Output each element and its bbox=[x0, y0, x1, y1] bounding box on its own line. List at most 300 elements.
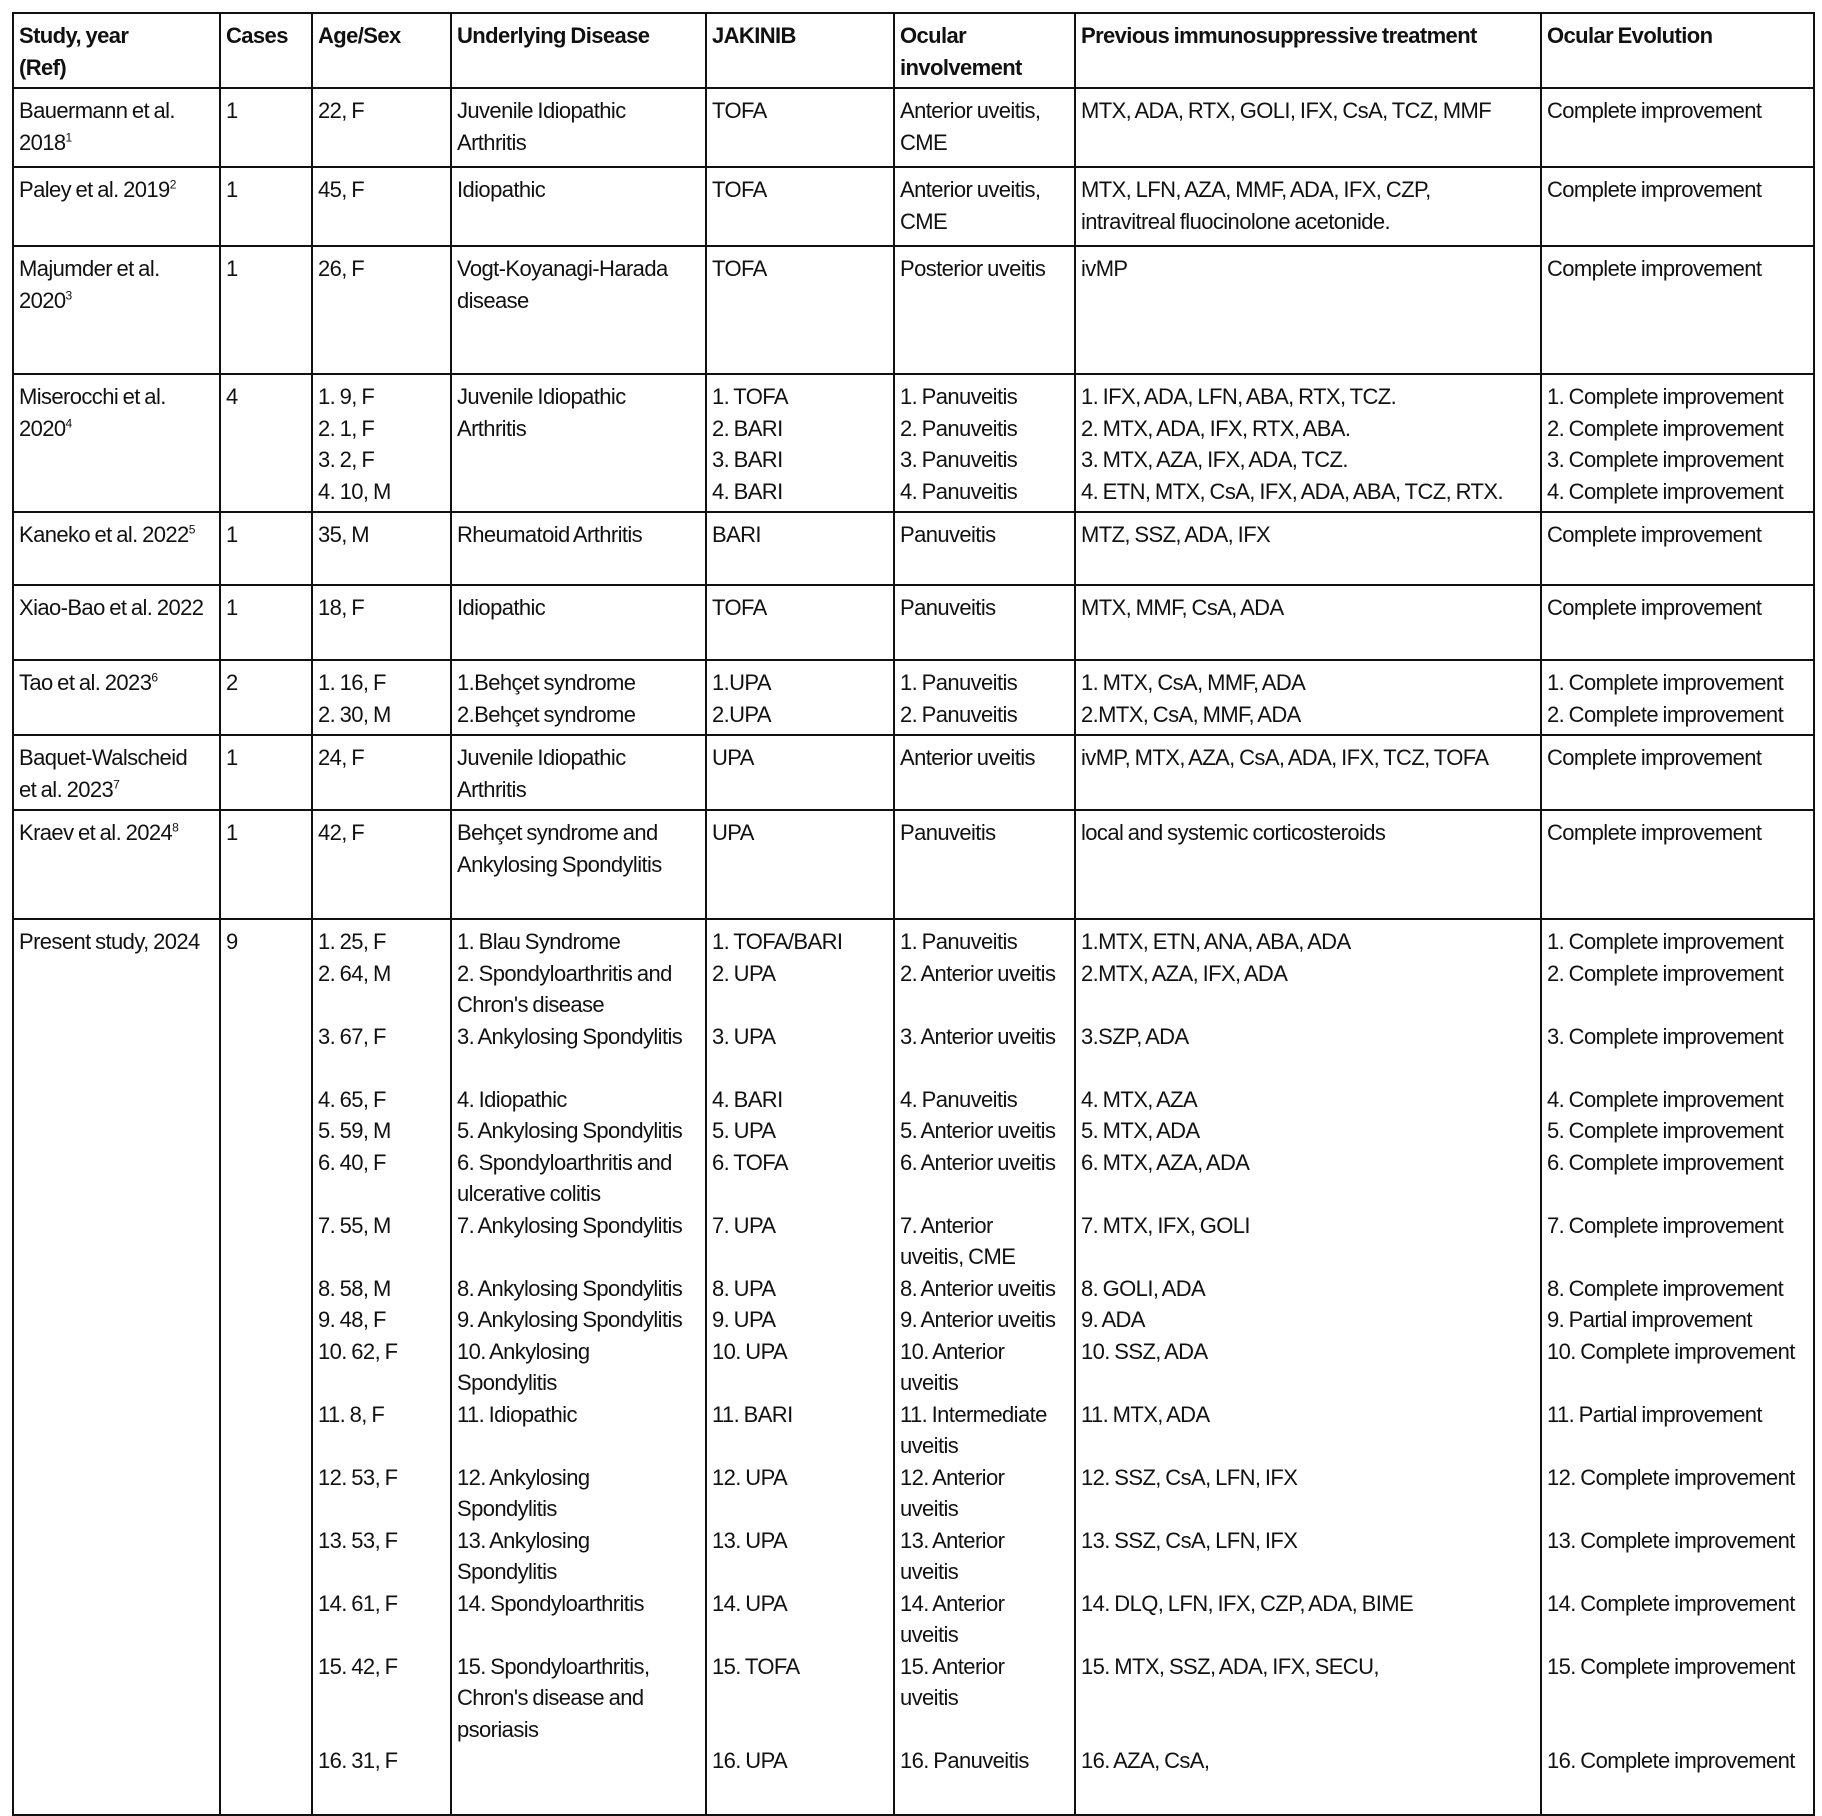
cell-line: Vogt-Koyanagi-Harada bbox=[457, 256, 668, 281]
cell-cases: 1 bbox=[220, 735, 312, 810]
cell-ocular-evolution bbox=[1541, 167, 1814, 246]
spacer bbox=[318, 1556, 445, 1588]
study-text: Paley et al. 2019 bbox=[19, 177, 170, 202]
cell-cases: 9 bbox=[220, 919, 312, 1815]
table-row bbox=[13, 88, 1814, 167]
patient-line: 15. Anterior bbox=[900, 1653, 1005, 1679]
patient-line: 5. Complete improvement bbox=[1547, 1118, 1784, 1143]
patient-line: 13. 53, F bbox=[318, 1527, 398, 1553]
patient-line: uveitis, CME bbox=[900, 1244, 1016, 1269]
patient-line: 5. 59, M bbox=[318, 1118, 391, 1143]
cell-line: TOFA bbox=[712, 98, 767, 123]
patient-line: 6. Spondyloarthritis and bbox=[457, 1149, 672, 1175]
cell-underlying-disease bbox=[451, 660, 706, 735]
patient-line: 8. Ankylosing Spondylitis bbox=[457, 1275, 683, 1301]
spacer bbox=[1081, 989, 1535, 1021]
patient-line: Chron's disease bbox=[457, 992, 605, 1017]
header-line: (Ref) bbox=[19, 54, 67, 80]
spacer bbox=[457, 1430, 700, 1462]
cell-ocular-evolution bbox=[1541, 919, 1814, 1815]
cell-previous-treatment bbox=[1075, 919, 1541, 1815]
study-text: Kaneko et al. 2022 bbox=[19, 522, 189, 547]
spacer bbox=[712, 1052, 888, 1084]
cell-line: 24, F bbox=[318, 745, 365, 770]
cell-previous-treatment bbox=[1075, 167, 1541, 246]
patient-line: 5. UPA bbox=[712, 1118, 776, 1143]
cell-line: 3. Complete improvement bbox=[1547, 447, 1784, 472]
spacer bbox=[1547, 1178, 1808, 1210]
patient-line: 15. 42, F bbox=[318, 1653, 398, 1679]
header-ocular-evolution bbox=[1541, 13, 1814, 88]
cell-ocular-involvement bbox=[894, 246, 1075, 374]
spacer bbox=[318, 1430, 445, 1462]
patient-line: 1. TOFA/BARI bbox=[712, 929, 843, 954]
cell-line: 1. TOFA bbox=[712, 384, 788, 409]
spacer bbox=[1081, 1178, 1535, 1210]
study-text: Majumder et al. bbox=[19, 256, 160, 281]
cell-previous-treatment bbox=[1075, 246, 1541, 374]
spacer bbox=[1547, 1682, 1808, 1714]
patient-line: 6. TOFA bbox=[712, 1149, 788, 1175]
cell-line: Idiopathic bbox=[457, 177, 546, 202]
cell-line: 4. Panuveitis bbox=[900, 478, 1018, 504]
reference-superscript: 8 bbox=[172, 820, 179, 835]
cell-line: 35, M bbox=[318, 522, 370, 547]
cell-line: 3. BARI bbox=[712, 447, 783, 472]
table-row bbox=[13, 585, 1814, 660]
cell-age-sex bbox=[312, 88, 451, 167]
cell-line: Arthritis bbox=[457, 129, 527, 155]
cell-line: local and systemic corticosteroids bbox=[1081, 820, 1386, 845]
patient-line: 9. 48, F bbox=[318, 1307, 386, 1332]
cell-line: 1.UPA bbox=[712, 670, 771, 695]
cell-underlying-disease bbox=[451, 374, 706, 512]
patient-line: Spondylitis bbox=[457, 1496, 557, 1521]
cell-ocular-involvement bbox=[894, 585, 1075, 660]
patient-line: 4. Panuveitis bbox=[900, 1086, 1018, 1112]
patient-line: uveitis bbox=[900, 1622, 959, 1647]
patient-line: 2. Spondyloarthritis and bbox=[457, 960, 672, 986]
study-text: Baquet-Walscheid bbox=[19, 745, 188, 770]
cell-study bbox=[13, 810, 220, 919]
cell-line: Panuveitis bbox=[900, 595, 996, 620]
patient-line: 7. UPA bbox=[712, 1212, 776, 1238]
reference-superscript: 7 bbox=[113, 777, 120, 792]
cell-line: 2.MTX, CsA, MMF, ADA bbox=[1081, 701, 1301, 727]
cell-age-sex bbox=[312, 585, 451, 660]
patient-line: 9. Anterior uveitis bbox=[900, 1307, 1056, 1332]
cell-age-sex bbox=[312, 246, 451, 374]
spacer bbox=[1547, 1493, 1808, 1525]
patient-line: 8. 58, M bbox=[318, 1275, 391, 1301]
cell-ocular-evolution bbox=[1541, 735, 1814, 810]
reference-superscript: 6 bbox=[151, 670, 158, 685]
patient-line: 12. SSZ, CsA, LFN, IFX bbox=[1081, 1464, 1298, 1490]
cell-line: Complete improvement bbox=[1547, 177, 1762, 202]
patient-line: 16. Panuveitis bbox=[900, 1748, 1029, 1773]
patient-line: 2. Complete improvement bbox=[1547, 960, 1784, 986]
cell-jakinib bbox=[706, 167, 894, 246]
study-text: 2020 bbox=[19, 287, 66, 313]
cell-ocular-involvement bbox=[894, 88, 1075, 167]
spacer bbox=[900, 1714, 1069, 1746]
cell-line: Complete improvement bbox=[1547, 256, 1762, 281]
header-study bbox=[13, 13, 220, 88]
table-row bbox=[13, 660, 1814, 735]
cell-line: 3. MTX, AZA, IFX, ADA, TCZ. bbox=[1081, 447, 1348, 472]
patient-line: 11. MTX, ADA bbox=[1081, 1401, 1210, 1427]
cell-line: Idiopathic bbox=[457, 595, 546, 620]
patient-line: uveitis bbox=[900, 1370, 959, 1395]
spacer bbox=[457, 1745, 700, 1777]
patient-line: 13. UPA bbox=[712, 1527, 788, 1553]
cell-previous-treatment bbox=[1075, 374, 1541, 512]
cell-line: 4. 10, M bbox=[318, 478, 391, 504]
cell-line: disease bbox=[457, 287, 529, 313]
cell-ocular-evolution bbox=[1541, 246, 1814, 374]
patient-line: psoriasis bbox=[457, 1716, 539, 1742]
table-row bbox=[13, 512, 1814, 585]
cell-line: MTX, MMF, CsA, ADA bbox=[1081, 595, 1284, 620]
cell-line: 1. Panuveitis bbox=[900, 670, 1018, 695]
patient-line: 11. 8, F bbox=[318, 1401, 385, 1427]
spacer bbox=[1081, 1367, 1535, 1399]
header-line: involvement bbox=[900, 54, 1022, 80]
patient-line: 9. Partial improvement bbox=[1547, 1307, 1752, 1332]
cell-line: Complete improvement bbox=[1547, 595, 1762, 620]
literature-review-table bbox=[12, 12, 1815, 1816]
patient-line: 9. Ankylosing Spondylitis bbox=[457, 1307, 683, 1332]
cell-line: 45, F bbox=[318, 177, 365, 202]
cell-age-sex bbox=[312, 810, 451, 919]
cell-line: 1. Complete improvement bbox=[1547, 384, 1784, 409]
cell-line: MTX, LFN, AZA, MMF, ADA, IFX, CZP, bbox=[1081, 177, 1431, 202]
study-text: Tao et al. 2023 bbox=[19, 670, 152, 695]
cell-ocular-involvement bbox=[894, 735, 1075, 810]
study-text: 2020 bbox=[19, 415, 66, 441]
patient-line: 1. Blau Syndrome bbox=[457, 929, 621, 954]
cell-line: 18, F bbox=[318, 595, 365, 620]
cell-jakinib bbox=[706, 919, 894, 1815]
patient-line: 15. Complete improvement bbox=[1547, 1653, 1795, 1679]
spacer bbox=[318, 1714, 445, 1746]
header-row bbox=[13, 13, 1814, 88]
header-line: Study, year bbox=[19, 23, 129, 48]
patient-line: 14. DLQ, LFN, IFX, CZP, ADA, BIME bbox=[1081, 1590, 1414, 1616]
patient-line: 1. Complete improvement bbox=[1547, 929, 1784, 954]
patient-line: 6. Complete improvement bbox=[1547, 1149, 1784, 1175]
spacer bbox=[318, 1241, 445, 1273]
spacer bbox=[1547, 1430, 1808, 1462]
cell-line: 4. Complete improvement bbox=[1547, 478, 1784, 504]
patient-line: 15. MTX, SSZ, ADA, IFX, SECU, bbox=[1081, 1653, 1379, 1679]
cell-line: MTX, ADA, RTX, GOLI, IFX, CsA, TCZ, MMF bbox=[1081, 98, 1492, 123]
spacer bbox=[1081, 1493, 1535, 1525]
patient-line: 11. Intermediate bbox=[900, 1401, 1047, 1427]
cell-line: TOFA bbox=[712, 256, 767, 281]
cell-line: 2. MTX, ADA, IFX, RTX, ABA. bbox=[1081, 415, 1351, 441]
cell-study bbox=[13, 660, 220, 735]
patient-line: 8. UPA bbox=[712, 1275, 776, 1301]
cell-line: UPA bbox=[712, 820, 754, 845]
header-underlying-disease bbox=[451, 13, 706, 88]
patient-line: 3. Ankylosing Spondylitis bbox=[457, 1023, 683, 1049]
spacer bbox=[712, 1493, 888, 1525]
cell-line: 2. Complete improvement bbox=[1547, 415, 1784, 441]
patient-line: 11. Idiopathic bbox=[457, 1401, 577, 1427]
patient-line: ulcerative colitis bbox=[457, 1181, 601, 1206]
cell-jakinib bbox=[706, 735, 894, 810]
spacer bbox=[457, 1241, 700, 1273]
cell-ocular-evolution bbox=[1541, 512, 1814, 585]
spacer bbox=[318, 989, 445, 1021]
spacer bbox=[712, 1430, 888, 1462]
cell-line: 1. MTX, CsA, MMF, ADA bbox=[1081, 670, 1306, 695]
spacer bbox=[1547, 1714, 1808, 1746]
cell-line: Posterior uveitis bbox=[900, 256, 1046, 281]
cell-line: Juvenile Idiopathic bbox=[457, 745, 626, 770]
cell-jakinib bbox=[706, 660, 894, 735]
cell-line: Complete improvement bbox=[1547, 745, 1762, 770]
cell-line: 42, F bbox=[318, 820, 365, 845]
cell-ocular-involvement bbox=[894, 810, 1075, 919]
cell-line: 1. 16, F bbox=[318, 670, 386, 695]
patient-line: 3. UPA bbox=[712, 1023, 776, 1049]
patient-line: Spondylitis bbox=[457, 1370, 557, 1395]
spacer bbox=[712, 989, 888, 1021]
table-row bbox=[13, 246, 1814, 374]
patient-line: uveitis bbox=[900, 1559, 959, 1584]
patient-line: 11. Partial improvement bbox=[1547, 1401, 1762, 1427]
patient-line: Spondylitis bbox=[457, 1559, 557, 1584]
patient-line: 6. MTX, AZA, ADA bbox=[1081, 1149, 1250, 1175]
cell-line: MTZ, SSZ, ADA, IFX bbox=[1081, 522, 1271, 547]
cell-line: Arthritis bbox=[457, 415, 527, 441]
cell-line: Panuveitis bbox=[900, 820, 996, 845]
spacer bbox=[900, 989, 1069, 1021]
spacer bbox=[1547, 1052, 1808, 1084]
cell-cases: 2 bbox=[220, 660, 312, 735]
patient-line: 14. 61, F bbox=[318, 1590, 398, 1616]
cell-line: UPA bbox=[712, 745, 754, 770]
cell-line: Behçet syndrome and bbox=[457, 820, 658, 845]
cell-previous-treatment bbox=[1075, 512, 1541, 585]
patient-line: 3. Anterior uveitis bbox=[900, 1023, 1056, 1049]
spacer bbox=[712, 1619, 888, 1651]
spacer bbox=[318, 1682, 445, 1714]
patient-line: 9. UPA bbox=[712, 1307, 776, 1332]
cell-line: Juvenile Idiopathic bbox=[457, 98, 626, 123]
cell-line: ivMP bbox=[1081, 256, 1128, 281]
cell-line: 3. Panuveitis bbox=[900, 447, 1018, 472]
cell-line: Juvenile Idiopathic bbox=[457, 384, 626, 409]
cell-jakinib bbox=[706, 512, 894, 585]
cell-ocular-evolution bbox=[1541, 660, 1814, 735]
patient-line: 2. Anterior uveitis bbox=[900, 960, 1056, 986]
table-row bbox=[13, 167, 1814, 246]
cell-line: Anterior uveitis, bbox=[900, 177, 1041, 202]
patient-line: 4. Idiopathic bbox=[457, 1086, 567, 1112]
cell-line: ivMP, MTX, AZA, CsA, ADA, IFX, TCZ, TOFA bbox=[1081, 745, 1489, 770]
cell-line: BARI bbox=[712, 522, 761, 547]
study-text: Bauermann et al. bbox=[19, 98, 175, 123]
table-row bbox=[13, 735, 1814, 810]
cell-line: 1.Behçet syndrome bbox=[457, 670, 636, 695]
header-cases bbox=[220, 13, 312, 88]
patient-line: 10. SSZ, ADA bbox=[1081, 1338, 1208, 1364]
cell-study bbox=[13, 374, 220, 512]
study-text: 2018 bbox=[19, 129, 66, 155]
study-text: Kraev et al. 2024 bbox=[19, 820, 173, 845]
patient-line: 12. Ankylosing bbox=[457, 1464, 590, 1490]
patient-line: 12. Complete improvement bbox=[1547, 1464, 1795, 1490]
patient-line: 13. Ankylosing bbox=[457, 1527, 590, 1553]
patient-line: 14. Anterior bbox=[900, 1590, 1005, 1616]
header-previous-treatment bbox=[1075, 13, 1541, 88]
patient-line: 16. 31, F bbox=[318, 1748, 398, 1773]
cell-ocular-involvement bbox=[894, 512, 1075, 585]
patient-line: 2. 64, M bbox=[318, 960, 391, 986]
cell-line: 2. 30, M bbox=[318, 701, 391, 727]
patient-line: 3. 67, F bbox=[318, 1023, 386, 1049]
header-line: Previous immunosuppressive treatment bbox=[1081, 23, 1477, 48]
cell-study bbox=[13, 585, 220, 660]
spacer bbox=[1081, 1052, 1535, 1084]
patient-line: 14. UPA bbox=[712, 1590, 788, 1616]
cell-line: 4. BARI bbox=[712, 478, 783, 504]
patient-line: 7. Ankylosing Spondylitis bbox=[457, 1212, 683, 1238]
patient-line: 4. Complete improvement bbox=[1547, 1086, 1784, 1112]
patient-line: 13. Complete improvement bbox=[1547, 1527, 1795, 1553]
spacer bbox=[1081, 1714, 1535, 1746]
patient-line: Chron's disease and bbox=[457, 1685, 644, 1710]
patient-line: 15. Spondyloarthritis, bbox=[457, 1653, 650, 1679]
cell-jakinib bbox=[706, 246, 894, 374]
cell-line: TOFA bbox=[712, 595, 767, 620]
spacer bbox=[712, 1714, 888, 1746]
cell-jakinib bbox=[706, 585, 894, 660]
cell-study bbox=[13, 167, 220, 246]
table-row bbox=[13, 810, 1814, 919]
cell-ocular-evolution bbox=[1541, 810, 1814, 919]
cell-line: 2. BARI bbox=[712, 415, 783, 441]
patient-line: 13. Anterior bbox=[900, 1527, 1005, 1553]
spacer bbox=[318, 1052, 445, 1084]
cell-underlying-disease bbox=[451, 167, 706, 246]
patient-line: 12. Anterior bbox=[900, 1464, 1005, 1490]
header-line: JAKINIB bbox=[712, 23, 796, 48]
cell-ocular-involvement bbox=[894, 167, 1075, 246]
cell-line: 2. Panuveitis bbox=[900, 415, 1018, 441]
patient-line: 15. TOFA bbox=[712, 1653, 800, 1679]
cell-cases: 4 bbox=[220, 374, 312, 512]
patient-line: 7. Anterior bbox=[900, 1212, 993, 1238]
study-text: Miserocchi et al. bbox=[19, 384, 166, 409]
cell-line: 22, F bbox=[318, 98, 365, 123]
spacer bbox=[900, 1178, 1069, 1210]
cell-jakinib bbox=[706, 88, 894, 167]
patient-line: uveitis bbox=[900, 1496, 959, 1521]
patient-line: 3. Complete improvement bbox=[1547, 1023, 1784, 1049]
patient-line: 16. Complete improvement bbox=[1547, 1748, 1795, 1773]
cell-ocular-involvement bbox=[894, 660, 1075, 735]
cell-age-sex bbox=[312, 167, 451, 246]
header-line: Cases bbox=[226, 23, 288, 48]
cell-age-sex bbox=[312, 919, 451, 1815]
spacer bbox=[1547, 1619, 1808, 1651]
cell-line: 26, F bbox=[318, 256, 365, 281]
header-ocular-involvement bbox=[894, 13, 1075, 88]
patient-line: 6. Anterior uveitis bbox=[900, 1149, 1056, 1175]
spacer bbox=[1547, 1367, 1808, 1399]
patient-line: 2.MTX, AZA, IFX, ADA bbox=[1081, 960, 1288, 986]
patient-line: 11. BARI bbox=[712, 1401, 793, 1427]
cell-line: Complete improvement bbox=[1547, 98, 1762, 123]
patient-line: 6. 40, F bbox=[318, 1149, 386, 1175]
patient-line: 7. Complete improvement bbox=[1547, 1212, 1784, 1238]
patient-line: 10. 62, F bbox=[318, 1338, 398, 1364]
study-text: Xiao-Bao et al. 2022 bbox=[19, 595, 204, 620]
cell-line: Complete improvement bbox=[1547, 522, 1762, 547]
cell-line: 2. Panuveitis bbox=[900, 701, 1018, 727]
patient-line: uveitis bbox=[900, 1685, 959, 1710]
cell-line: Complete improvement bbox=[1547, 820, 1762, 845]
patient-line: 8. Anterior uveitis bbox=[900, 1275, 1056, 1301]
cell-line: CME bbox=[900, 129, 948, 155]
spacer bbox=[712, 1556, 888, 1588]
cell-line: 3. 2, F bbox=[318, 447, 375, 472]
patient-line: 1. 25, F bbox=[318, 929, 386, 954]
patient-line: 4. BARI bbox=[712, 1086, 783, 1112]
cell-ocular-involvement bbox=[894, 919, 1075, 1815]
cell-underlying-disease bbox=[451, 246, 706, 374]
cell-line: Ankylosing Spondylitis bbox=[457, 851, 662, 877]
cell-cases: 1 bbox=[220, 512, 312, 585]
cell-line: 2.UPA bbox=[712, 701, 771, 727]
spacer bbox=[1547, 989, 1808, 1021]
cell-study bbox=[13, 88, 220, 167]
spacer bbox=[457, 1052, 700, 1084]
cell-study: Present study, 2024 bbox=[13, 919, 220, 1815]
reference-superscript: 3 bbox=[65, 288, 72, 303]
patient-line: 5. MTX, ADA bbox=[1081, 1118, 1200, 1143]
cell-underlying-disease bbox=[451, 810, 706, 919]
patient-line: 5. Anterior uveitis bbox=[900, 1118, 1056, 1143]
cell-study bbox=[13, 246, 220, 374]
spacer bbox=[318, 1367, 445, 1399]
patient-line: 4. 65, F bbox=[318, 1086, 386, 1112]
patient-line: 8. Complete improvement bbox=[1547, 1275, 1784, 1301]
cell-line: TOFA bbox=[712, 177, 767, 202]
reference-superscript: 4 bbox=[65, 416, 72, 431]
spacer bbox=[457, 1619, 700, 1651]
cell-jakinib bbox=[706, 374, 894, 512]
spacer bbox=[1081, 1430, 1535, 1462]
cell-underlying-disease bbox=[451, 585, 706, 660]
patient-line: 4. MTX, AZA bbox=[1081, 1086, 1198, 1112]
cell-jakinib bbox=[706, 810, 894, 919]
spacer bbox=[712, 1241, 888, 1273]
patient-line: 14. Complete improvement bbox=[1547, 1590, 1795, 1616]
header-age-sex bbox=[312, 13, 451, 88]
cell-line: 2. 1, F bbox=[318, 415, 375, 441]
patient-line: 16. AZA, CsA, bbox=[1081, 1748, 1210, 1773]
spacer bbox=[1547, 1241, 1808, 1273]
patient-line: 14. Spondyloarthritis bbox=[457, 1590, 644, 1616]
cell-line: Panuveitis bbox=[900, 522, 996, 547]
patient-line: 10. Ankylosing bbox=[457, 1338, 590, 1364]
header-line: Ocular bbox=[900, 23, 967, 48]
